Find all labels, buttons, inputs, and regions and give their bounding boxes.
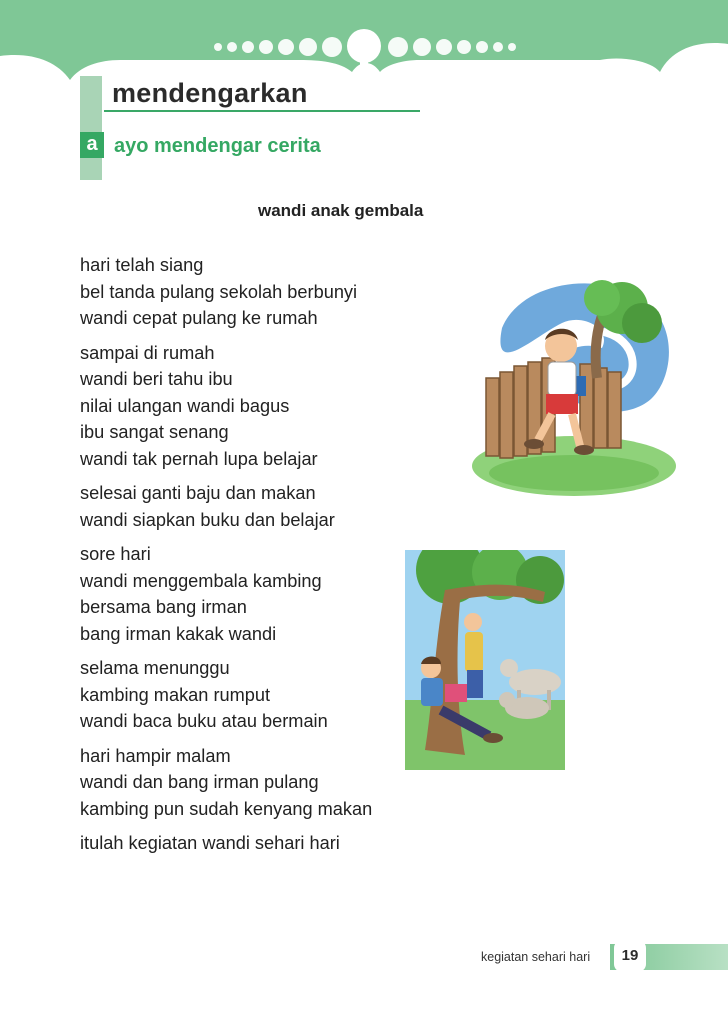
poem-line: kambing makan rumput [80, 684, 271, 705]
page-number: 19 [621, 947, 639, 964]
poem-line: ibu sangat senang [80, 422, 229, 442]
subsection-title: ayo mendengar cerita [114, 135, 321, 157]
poem-line: wandi baca buku atau bermain [80, 711, 328, 731]
stanza [80, 480, 460, 533]
poem-line: sampai di rumah [80, 342, 215, 363]
stanza [80, 655, 460, 735]
poem-line: wandi siapkan buku dan belajar [80, 509, 335, 530]
herding-goats-illustration [405, 550, 565, 770]
poem-line: bersama bang irman [80, 597, 247, 617]
poem-line: wandi dan bang irman pulang [80, 772, 319, 792]
section-marker-bar [80, 76, 102, 180]
poem-line: itulah kegiatan wandi sehari hari [80, 833, 340, 853]
section-title-underline [104, 110, 420, 112]
poem-line: selama menunggu [80, 658, 230, 678]
subsection-letter: a [80, 132, 104, 158]
poem-line: hari telah siang [80, 255, 204, 275]
poem-line: hari hampir malam [80, 745, 231, 766]
stanza [80, 743, 460, 823]
running-footer-title: kegiatan sehari hari [481, 950, 591, 964]
poem-line: nilai ulangan wandi bagus [80, 395, 290, 416]
poem-line: wandi cepat pulang ke rumah [80, 308, 318, 328]
poem-line: bang irman kakak wandi [80, 623, 277, 644]
section-title: mendengarkan [112, 78, 308, 108]
header-dot-ornament [0, 32, 728, 62]
poem-line: kambing pun sudah kenyang makan [80, 798, 373, 819]
story-title: wandi anak gembala [258, 201, 424, 220]
poem-line: selesai ganti baju dan makan [80, 483, 316, 503]
stanza [80, 340, 460, 473]
poem-line: bel tanda pulang sekolah berbunyi [80, 281, 358, 302]
poem-line: sore hari [80, 544, 151, 564]
stanza [80, 252, 460, 332]
stanza [80, 541, 460, 647]
poem-line: wandi tak pernah lupa belajar [80, 448, 318, 469]
poem [80, 252, 460, 865]
poem-line: wandi beri tahu ibu [80, 369, 233, 389]
stanza [80, 830, 460, 857]
poem-line: wandi menggembala kambing [80, 570, 322, 591]
boy-walking-home-illustration [462, 268, 686, 498]
